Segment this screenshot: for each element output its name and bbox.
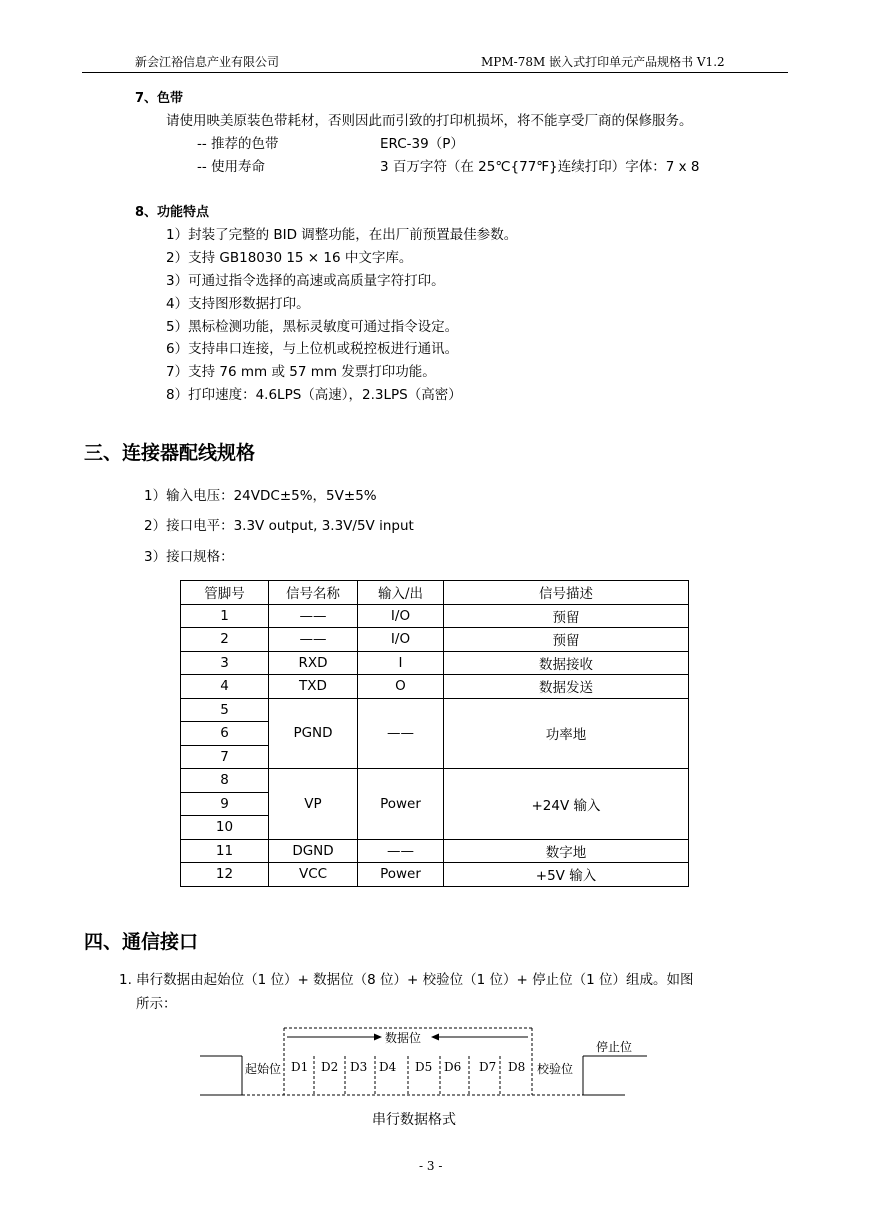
- data-bit-label: D1: [291, 1060, 309, 1074]
- data-bit-label: D6: [444, 1060, 462, 1074]
- signal-description: 数据接收: [444, 651, 689, 675]
- s7-row-1-label: -- 推荐的色带: [197, 136, 279, 152]
- stop-bit-label: 停止位: [596, 1040, 633, 1054]
- header-signal-name: 信号名称: [269, 581, 358, 605]
- table-row: [181, 604, 689, 628]
- s8-item: 3）可通过指令选择的高速或高质量字符打印。: [166, 273, 445, 289]
- data-bit-label: D7: [479, 1060, 497, 1074]
- signal-io: ——: [358, 698, 444, 769]
- s8-item: 1）封装了完整的 BID 调整功能，在出厂前预置最佳参数。: [166, 227, 518, 243]
- parity-bit-label: 校验位: [537, 1062, 574, 1076]
- data-bit-label: D3: [350, 1060, 368, 1074]
- header-description: 信号描述: [444, 581, 689, 605]
- data-bit-label: D2: [321, 1060, 339, 1074]
- s8-item: 4）支持图形数据打印。: [166, 296, 310, 312]
- signal-description: 预留: [444, 604, 689, 628]
- s8-item: 7）支持 76 mm 或 57 mm 发票打印功能。: [166, 364, 436, 380]
- table-row: [181, 839, 689, 863]
- page-number: - 3 -: [419, 1159, 443, 1173]
- header-doc-title: MPM-78M 嵌入式打印单元产品规格书 V1.2: [481, 55, 725, 69]
- table-row: [181, 651, 689, 675]
- s7-row-2-label: -- 使用寿命: [197, 159, 266, 175]
- table-row: [181, 769, 689, 793]
- start-bit-label: 起始位: [245, 1062, 282, 1076]
- data-bit-label: D4: [379, 1060, 397, 1074]
- pin-table: [180, 580, 689, 887]
- s8-item: 6）支持串口连接，与上位机或税控板进行通讯。: [166, 341, 459, 357]
- signal-io: Power: [358, 863, 444, 887]
- section-4-heading: 四、通信接口: [84, 931, 199, 953]
- signal-description: 数字地: [444, 839, 689, 863]
- signal-io: I/O: [358, 628, 444, 652]
- pin-number: 8: [181, 769, 269, 793]
- pin-number: 9: [181, 792, 269, 816]
- table-row: [181, 863, 689, 887]
- pin-number: 6: [181, 722, 269, 746]
- signal-name: PGND: [269, 698, 358, 769]
- signal-io: I: [358, 651, 444, 675]
- signal-name: TXD: [269, 675, 358, 699]
- signal-description: 功率地: [444, 698, 689, 769]
- s7-row-1-value: ERC-39（P）: [380, 136, 464, 152]
- signal-io: O: [358, 675, 444, 699]
- pin-number: 1: [181, 604, 269, 628]
- signal-description: 预留: [444, 628, 689, 652]
- pin-number: 3: [181, 651, 269, 675]
- signal-description: +24V 输入: [444, 769, 689, 840]
- pin-number: 2: [181, 628, 269, 652]
- s8-item: 5）黑标检测功能，黑标灵敏度可通过指令设定。: [166, 319, 459, 335]
- sec3-item: 2）接口电平：3.3V output, 3.3V/5V input: [144, 518, 414, 534]
- signal-name: VP: [269, 769, 358, 840]
- signal-name: RXD: [269, 651, 358, 675]
- pin-number: 11: [181, 839, 269, 863]
- s8-title: 8、功能特点: [135, 205, 210, 220]
- table-row: [181, 628, 689, 652]
- header-pin: 管脚号: [181, 581, 269, 605]
- header-rule: [82, 72, 788, 73]
- data-bit-label: D5: [415, 1060, 433, 1074]
- s7-row-2-value: 3 百万字符（在 25℃{77℉}连续打印）字体：7 x 8: [380, 159, 700, 175]
- pin-number: 5: [181, 698, 269, 722]
- header-io: 输入/出: [358, 581, 444, 605]
- header-company: 新会江裕信息产业有限公司: [135, 55, 280, 69]
- pin-number: 10: [181, 816, 269, 840]
- signal-io: Power: [358, 769, 444, 840]
- sec4-item-1-line-2: 所示：: [136, 996, 177, 1012]
- sec3-item: 3）接口规格：: [144, 549, 234, 565]
- signal-description: 数据发送: [444, 675, 689, 699]
- pin-number: 12: [181, 863, 269, 887]
- table-row: [181, 675, 689, 699]
- table-header-row: [181, 581, 689, 605]
- diagram-caption: 串行数据格式: [372, 1112, 456, 1128]
- s8-item: 2）支持 GB18030 15 × 16 中文字库。: [166, 250, 413, 266]
- data-bits-label: 数据位: [385, 1031, 422, 1045]
- table-row: [181, 698, 689, 722]
- signal-io: I/O: [358, 604, 444, 628]
- serial-frame-diagram: [195, 1022, 655, 1116]
- signal-name: DGND: [269, 839, 358, 863]
- data-bit-label: D8: [508, 1060, 526, 1074]
- s8-item: 8）打印速度：4.6LPS（高速），2.3LPS（高密）: [166, 387, 462, 403]
- s7-intro: 请使用映美原装色带耗材，否则因此而引致的打印机损坏，将不能享受厂商的保修服务。: [166, 113, 693, 129]
- pin-number: 4: [181, 675, 269, 699]
- sec3-item: 1）输入电压：24VDC±5%，5V±5%: [144, 488, 377, 504]
- pin-number: 7: [181, 745, 269, 769]
- section-3-heading: 三、连接器配线规格: [84, 442, 256, 464]
- signal-name: ——: [269, 604, 358, 628]
- signal-description: +5V 输入: [444, 863, 689, 887]
- signal-name: ——: [269, 628, 358, 652]
- s7-title: 7、色带: [135, 91, 184, 106]
- sec4-item-1-line-1: 1. 串行数据由起始位（1 位）+ 数据位（8 位）+ 校验位（1 位）+ 停止位（1 位）组成。如图: [119, 972, 694, 988]
- signal-name: VCC: [269, 863, 358, 887]
- signal-io: ——: [358, 839, 444, 863]
